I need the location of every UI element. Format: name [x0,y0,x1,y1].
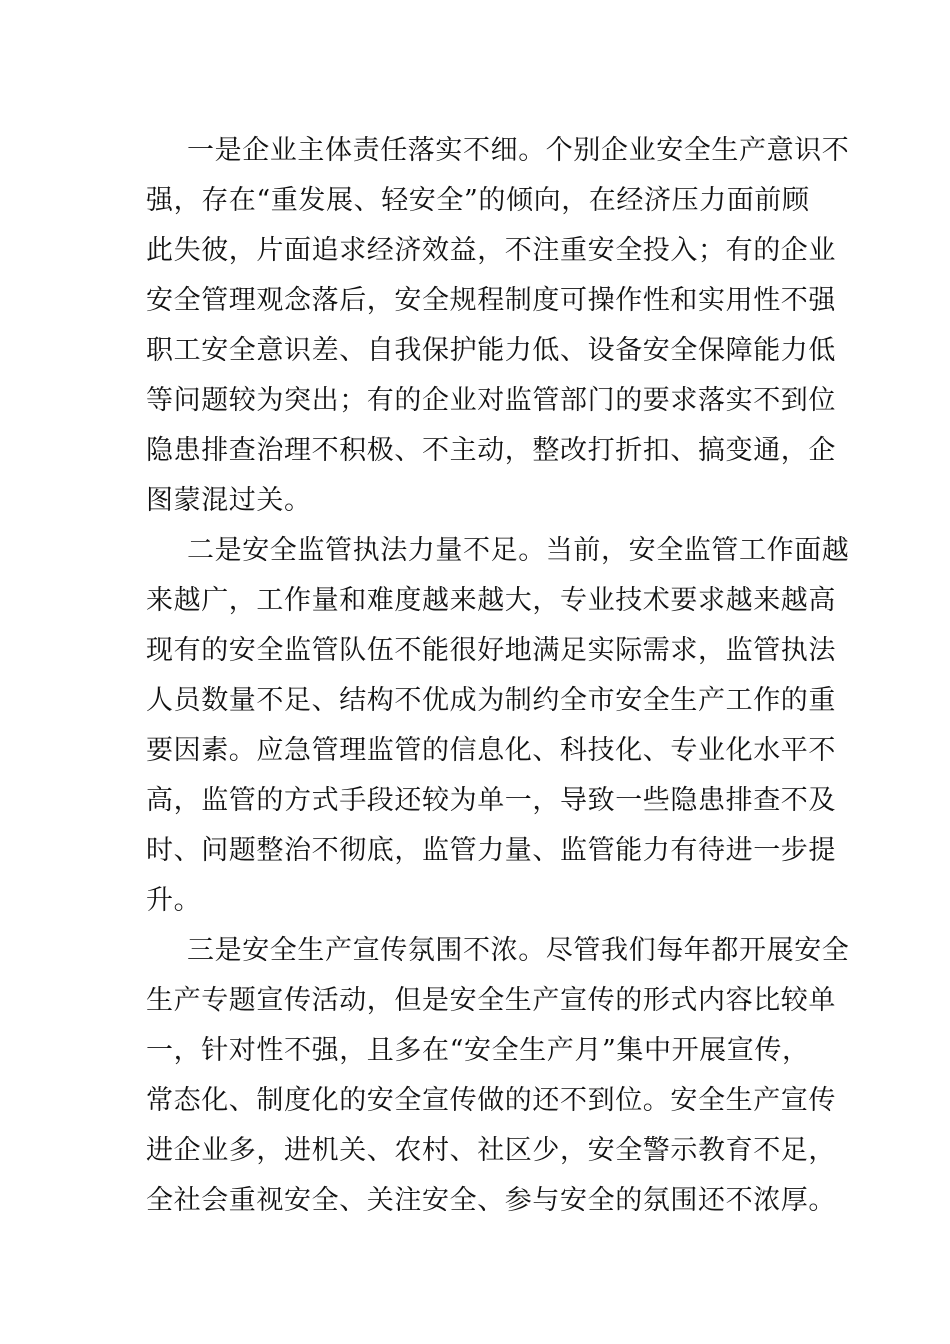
document-body [146,126,850,1226]
paragraph-line: 一，针对性不强，且多在“安全生产月”集中开展宣传， [146,1035,810,1066]
paragraph-line: 生产专题宣传活动，但是安全生产宣传的形式内容比较单 [146,985,836,1016]
paragraph-line: 职工安全意识差、自我保护能力低、设备安全保障能力低 [146,335,836,366]
paragraph-line: 人员数量不足、结构不优成为制约全市安全生产工作的重 [146,685,836,716]
paragraph-line: 此失彼，片面追求经济效益，不注重安全投入；有的企业 [146,235,836,266]
paragraph-line: 要因素。应急管理监管的信息化、科技化、专业化水平不 [146,735,836,766]
paragraph-line: 升。 [146,885,202,916]
paragraph-line: 全社会重视安全、关注安全、参与安全的氛围还不浓厚。 [146,1185,836,1216]
paragraph-line: 安全管理观念落后，安全规程制度可操作性和实用性不强 [146,285,836,316]
paragraph-line: 隐患排查治理不积极、不主动，整改打折扣、搞变通，企 [146,435,836,466]
paragraph-line: 二是安全监管执法力量不足。当前，安全监管工作面越 [187,535,850,566]
paragraph-line: 一是企业主体责任落实不细。个别企业安全生产意识不 [187,135,850,166]
paragraph-2 [146,526,850,926]
paragraph-3 [146,926,850,1226]
paragraph-line: 现有的安全监管队伍不能很好地满足实际需求，监管执法 [146,635,836,666]
paragraph-line: 图蒙混过关。 [146,485,312,516]
paragraph-line: 等问题较为突出；有的企业对监管部门的要求落实不到位 [146,385,836,416]
paragraph-1 [146,126,850,526]
paragraph-line: 来越广，工作量和难度越来越大，专业技术要求越来越高 [146,585,836,616]
paragraph-line: 进企业多，进机关、农村、社区少，安全警示教育不足， [146,1135,836,1166]
paragraph-line: 时、问题整治不彻底，监管力量、监管能力有待进一步提 [146,835,836,866]
paragraph-line: 强，存在“重发展、轻安全”的倾向，在经济压力面前顾 [146,185,810,216]
paragraph-line: 常态化、制度化的安全宣传做的还不到位。安全生产宣传 [146,1085,836,1116]
paragraph-line: 三是安全生产宣传氛围不浓。尽管我们每年都开展安全 [187,935,850,966]
paragraph-line: 高，监管的方式手段还较为单一，导致一些隐患排查不及 [146,785,836,816]
